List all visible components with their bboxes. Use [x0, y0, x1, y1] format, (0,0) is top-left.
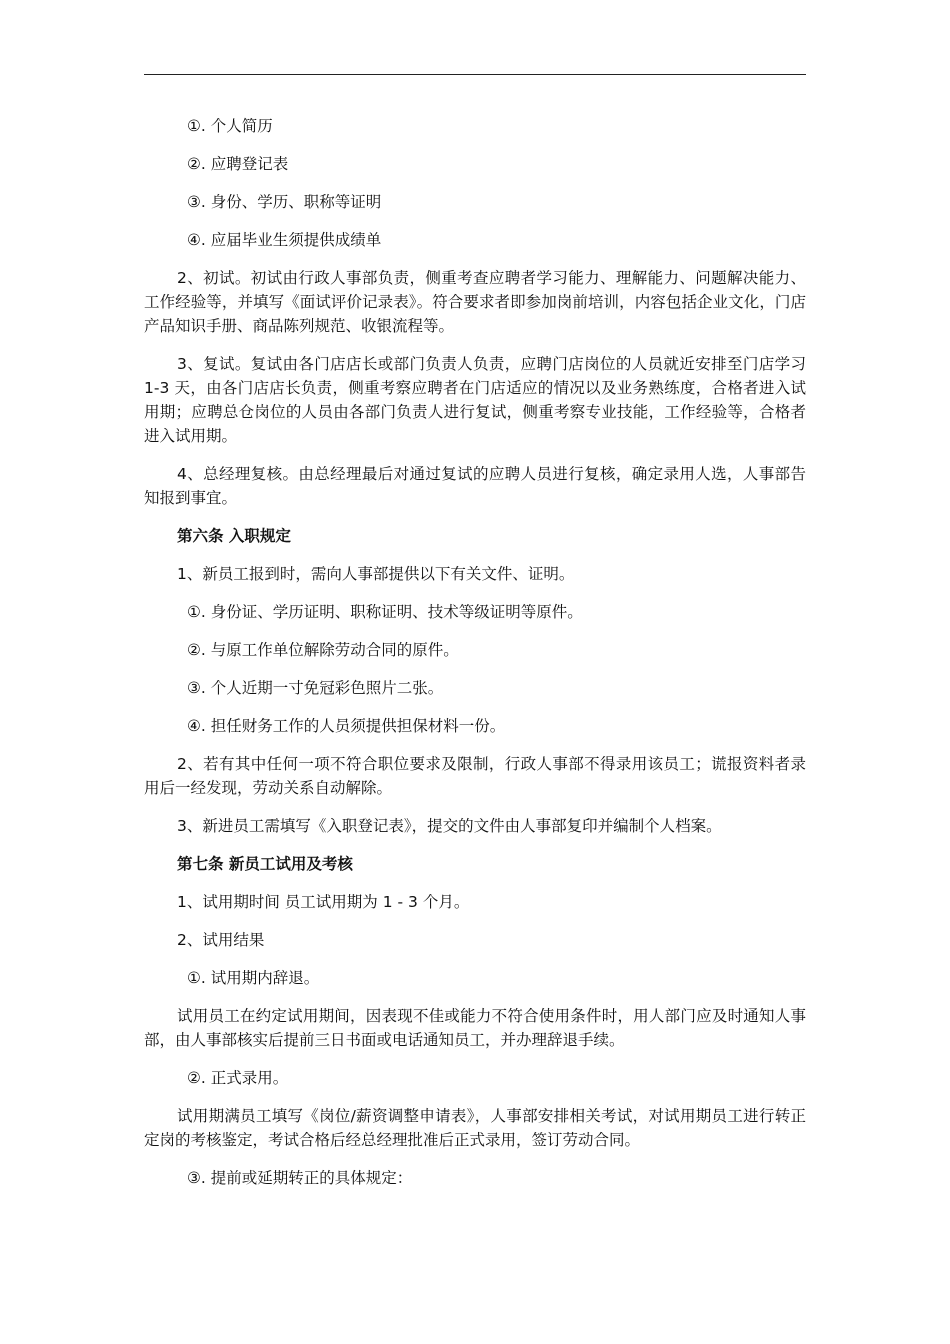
list-item-application-form: ②. 应聘登记表 — [187, 155, 289, 173]
paragraph-initial-interview: 2、初试。初试由行政人事部负责，侧重考查应聘者学习能力、理解能力、问题解决能力、工作经验等，并填写《面试评价记录表》。符合要求者即参加岗前培训，内容包括企业文化，门店产品知识手册、商品陈列规范、收银流程等。 — [144, 269, 806, 335]
document-body — [144, 114, 806, 1204]
list-item-early-late-confirmation: ③. 提前或延期转正的具体规定： — [187, 1169, 413, 1187]
list-item-resume: ①. 个人简历 — [187, 117, 273, 135]
paragraph-probation-period: 1、试用期时间 员工试用期为 1 - 3 个月。 — [177, 893, 470, 911]
paragraph-dismissal-detail: 试用员工在约定试用期间，因表现不佳或能力不符合使用条件时，用人部门应及时通知人事部，由人事部核实后提前三日书面或电话通知员工，并办理辞退手续。 — [144, 1007, 806, 1049]
list-item-formal-hire: ②. 正式录用。 — [187, 1069, 289, 1087]
paragraph-gm-review: 4、总经理复核。由总经理最后对通过复试的应聘人员进行复核，确定录用人选，人事部告知报到事宜。 — [144, 465, 806, 507]
list-item-transcript: ④. 应届毕业生须提供成绩单 — [187, 231, 382, 249]
paragraph-formal-hire-detail: 试用期满员工填写《岗位/薪资调整申请表》，人事部安排相关考试，对试用期员工进行转正定岗的考核鉴定，考试合格后经总经理批准后正式录用，签订劳动合同。 — [144, 1107, 806, 1149]
section-heading-article-6: 第六条 入职规定 — [177, 527, 291, 545]
section-heading-article-7: 第七条 新员工试用及考核 — [177, 855, 353, 873]
list-item-guarantee: ④. 担任财务工作的人员须提供担保材料一份。 — [187, 717, 506, 735]
paragraph-onboarding-documents: 1、新员工报到时，需向人事部提供以下有关文件、证明。 — [177, 565, 575, 583]
paragraph-registration-form: 3、新进员工需填写《入职登记表》，提交的文件由人事部复印并编制个人档案。 — [177, 817, 722, 835]
list-item-original-certificates: ①. 身份证、学历证明、职称证明、技术等级证明等原件。 — [187, 603, 583, 621]
list-item-credentials: ③. 身份、学历、职称等证明 — [187, 193, 382, 211]
paragraph-second-interview: 3、复试。复试由各门店店长或部门负责人负责，应聘门店岗位的人员就近安排至门店学习 1-3 天，由各门店店长负责，侧重考察应聘者在门店适应的情况以及业务熟练度，合格者进入试用期；应聘总仓岗位的人员由各部门负责人进行复试，侧重考察专业技能，工作经验等，合格者进入试用期。 — [144, 355, 806, 445]
list-item-photos: ③. 个人近期一寸免冠彩色照片二张。 — [187, 679, 444, 697]
paragraph-non-compliance: 2、若有其中任何一项不符合职位要求及限制，行政人事部不得录用该员工；谎报资料者录用后一经发现，劳动关系自动解除。 — [144, 755, 806, 797]
list-item-contract-termination: ②. 与原工作单位解除劳动合同的原件。 — [187, 641, 459, 659]
header-rule — [144, 74, 806, 75]
paragraph-probation-result: 2、试用结果 — [177, 931, 265, 949]
list-item-dismissal: ①. 试用期内辞退。 — [187, 969, 320, 987]
